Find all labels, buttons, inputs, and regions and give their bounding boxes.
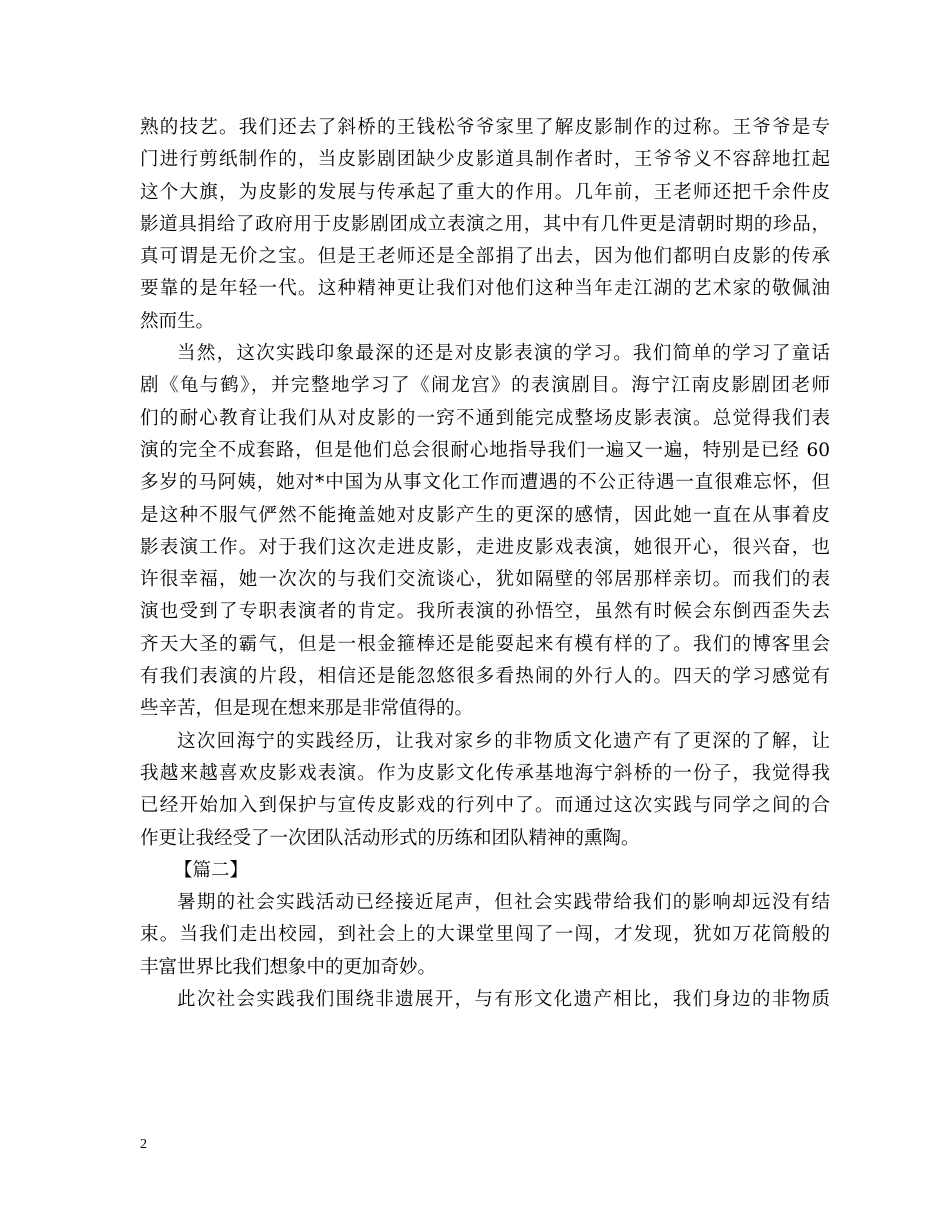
text-line: 熟的技艺。我们还去了斜桥的王钱松爷爷家里了解皮影制作的过称。王爷爷是专 bbox=[140, 117, 830, 138]
text-line: 些辛苦，但是现在想来那是非常值得的。 bbox=[140, 698, 474, 720]
text-line: 许很幸福，她一次次的与我们交流谈心，犹如隔壁的邻居那样亲切。而我们的表 bbox=[140, 569, 830, 591]
text-line: 暑期的社会实践活动已经接近尾声，但社会实践带给我们的影响却远没有结 bbox=[177, 892, 830, 914]
text-line: 影表演工作。对于我们这次走进皮影，走进皮影戏表演，她很开心，很兴奋，也 bbox=[140, 536, 830, 558]
document-body bbox=[140, 112, 830, 1016]
text-line: 此次社会实践我们围绕非遗展开，与有形文化遗产相比，我们身边的非物质 bbox=[177, 989, 830, 1011]
section-heading bbox=[140, 855, 830, 887]
paragraph bbox=[140, 984, 830, 1016]
text-line: 是这种不服气俨然不能掩盖她对皮影产生的更深的感情，因此她一直在从事着皮 bbox=[140, 504, 830, 526]
text-line: 当然，这次实践印象最深的还是对皮影表演的学习。我们简单的学习了童话 bbox=[177, 343, 830, 365]
paragraph bbox=[140, 112, 830, 338]
text-line: 然而生。 bbox=[140, 310, 215, 332]
text-line: 已经开始加入到保护与宣传皮影戏的行列中了。而通过这次实践与同学之间的合 bbox=[140, 795, 830, 817]
text-line: 有我们表演的片段，相信还是能忽悠很多看热闹的外行人的。四天的学习感觉有 bbox=[140, 666, 830, 688]
text-line: 影道具捐给了政府用于皮影剧团成立表演之用，其中有几件更是清朝时期的珍品， bbox=[140, 213, 830, 235]
text-line: 这次回海宁的实践经历，让我对家乡的非物质文化遗产有了更深的了解，让 bbox=[177, 730, 830, 752]
text-line: 多岁的马阿姨，她对*中国为从事文化工作而遭遇的不公正待遇一直很难忘怀，但 bbox=[140, 472, 830, 494]
text-line: 这个大旗，为皮影的发展与传承起了重大的作用。几年前，王老师还把千余件皮 bbox=[140, 181, 830, 203]
heading-text: 【篇二】 bbox=[174, 859, 249, 881]
text-line: 作更让我经受了一次团队活动形式的历练和团队精神的熏陶。 bbox=[140, 827, 640, 849]
text-line: 要靠的是年轻一代。这种精神更让我们对他们这种当年走江湖的艺术家的敬佩油 bbox=[140, 278, 830, 300]
text-line: 我越来越喜欢皮影戏表演。作为皮影文化传承基地海宁斜桥的一份子，我觉得我 bbox=[140, 762, 830, 784]
paragraph bbox=[140, 338, 830, 726]
text-line: 们的耐心教育让我们从对皮影的一窍不通到能完成整场皮影表演。总觉得我们表 bbox=[140, 407, 830, 429]
page-number: 2 bbox=[140, 1137, 147, 1152]
text-line: 丰富世界比我们想象中的更加奇妙。 bbox=[140, 956, 437, 978]
paragraph bbox=[140, 887, 830, 984]
text-line: 齐天大圣的霸气，但是一根金箍棒还是能耍起来有模有样的了。我们的博客里会 bbox=[140, 633, 830, 655]
text-line: 束。当我们走出校园，到社会上的大课堂里闯了一闯，才发现，犹如万花筒般的 bbox=[140, 924, 830, 946]
text-line: 演的完全不成套路，但是他们总会很耐心地指导我们一遍又一遍，特别是已经 60 bbox=[140, 439, 830, 461]
text-line: 真可谓是无价之宝。但是王老师还是全部捐了出去，因为他们都明白皮影的传承 bbox=[140, 246, 830, 268]
text-line: 剧《龟与鹤》，并完整地学习了《闹龙宫》的表演剧目。海宁江南皮影剧团老师 bbox=[140, 375, 830, 397]
text-line: 演也受到了专职表演者的肯定。我所表演的孙悟空，虽然有时候会东倒西歪失去 bbox=[140, 601, 830, 623]
paragraph bbox=[140, 726, 830, 855]
text-line: 门进行剪纸制作的，当皮影剧团缺少皮影道具制作者时，王爷爷义不容辞地扛起 bbox=[140, 149, 830, 171]
